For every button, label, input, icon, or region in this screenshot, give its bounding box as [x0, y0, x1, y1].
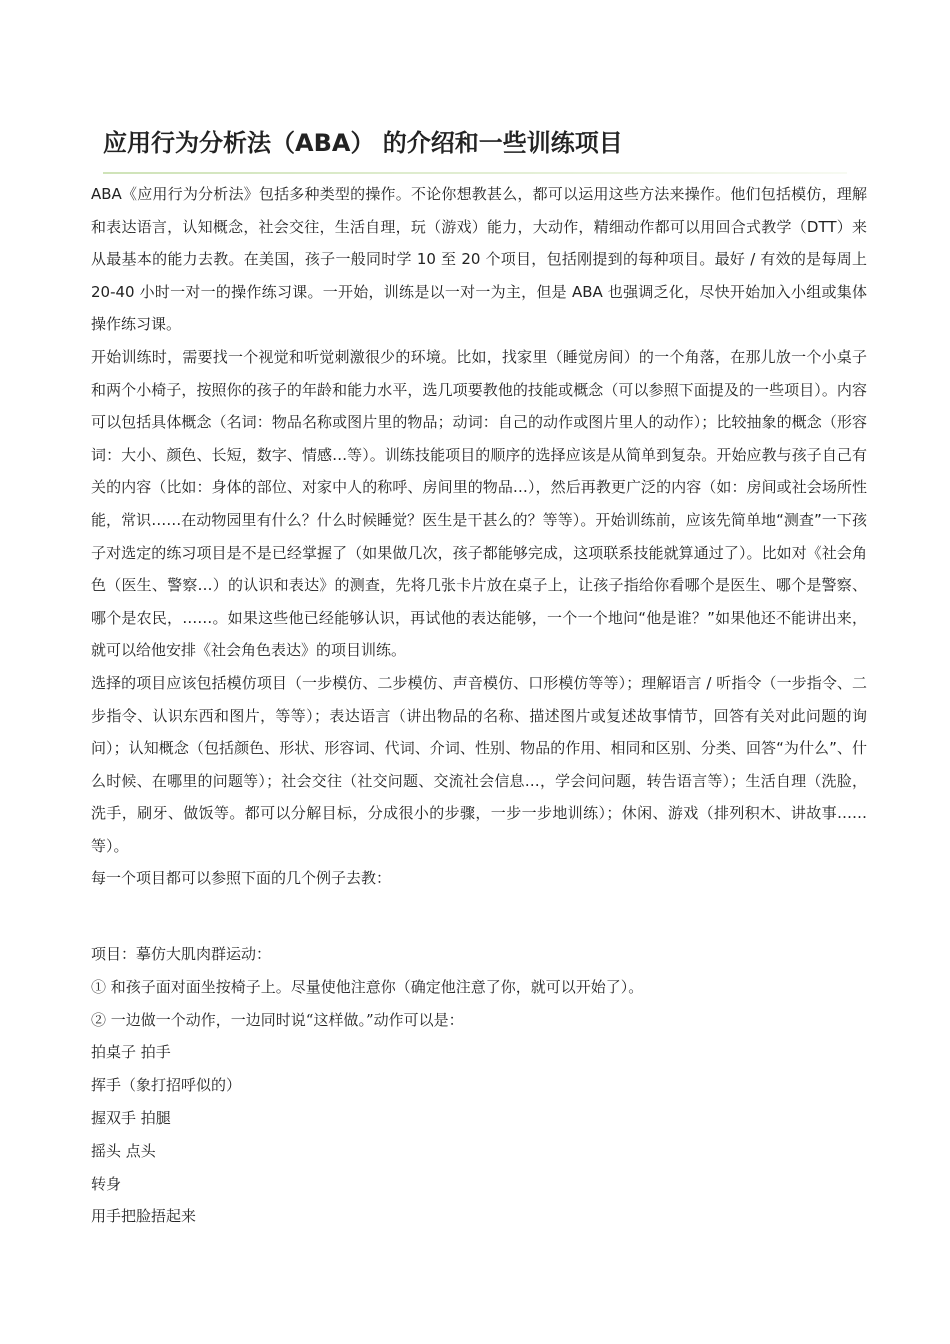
example-action-item: 拍桌子 拍手 [91, 1043, 171, 1062]
paragraph-intro: ABA《应用行为分析法》包括多种类型的操作。不论你想教甚么，都可以运用这些方法来操作。他们包括模仿，理解和表达语言，认知概念，社会交往，生活自理，玩（游戏）能力，大动作，精细动作都可以用回合式教学（DTT）来从最基本的能力去教。在美国，孩子一般同时学 10 至 20 个项目，包括刚提到的每种项目。最好 / 有效的是每周上 20-40 小时一对一的操作练习课。一开始，训练是以一对一为主，但是 ABA 也强调乏化，尽快开始加入小组或集体操作练习课。 [91, 185, 867, 334]
example-step-2: ② 一边做一个动作，一边同时说“这样做。”动作可以是： [91, 1010, 464, 1029]
training-example [91, 938, 691, 1233]
example-action-item: 摇头 点头 [91, 1141, 156, 1160]
example-action-item: 挥手（象打招呼似的） [91, 1076, 242, 1095]
example-action-item: 握双手 拍腿 [91, 1108, 171, 1127]
paragraph-getting-started: 开始训练时，需要找一个视觉和听觉刺激很少的环境。比如，找家里（睡觉房间）的一个角落，在那儿放一个小桌子和两个小椅子，按照你的孩子的年龄和能力水平，选几项要教他的技能或概念（可以参照下面提及的一些项目）。内容可以包括具体概念（名词：物品名称或图片里的物品；动词：自己的动作或图片里人的动作）；比较抽象的概念（形容词：大小、颜色、长短，数字、情感…等）。训练技能项目的顺序的选择应该是从简单到复杂。开始应教与孩子自己有关的内容（比如：身体的部位、对家中人的称呼、房间里的物品…），然后再教更广泛的内容（如：房间或社会场所性能，常识……在动物园里有什么？什么时候睡觉？医生是干甚么的？等等）。开始训练前，应该先简单地“测查”一下孩子对选定的练习项目是不是已经掌握了（如果做几次，孩子都能够完成，这项联系技能就算通过了）。比如对《社会角色（医生、警察…）的认识和表达》的测查，先将几张卡片放在桌子上，让孩子指给你看哪个是医生、哪个是警察、哪个是农民，……。如果这些他已经能够认识，再试他的表达能够，一个一个地问“他是谁？”如果他还不能讲出来，就可以给他安排《社会角色表达》的项目训练。 [91, 347, 867, 660]
example-step-1: ① 和孩子面对面坐按椅子上。尽量使他注意你（确定他注意了你，就可以开始了）。 [91, 977, 644, 996]
document-title: 应用行为分析法（ABA） 的介绍和一些训练项目 [103, 129, 623, 157]
document-body [91, 178, 867, 895]
example-action-item: 用手把脸捂起来 [91, 1207, 197, 1226]
paragraph-examples-intro: 每一个项目都可以参照下面的几个例子去教： [91, 869, 392, 888]
title-underline [103, 172, 847, 174]
paragraph-project-selection: 选择的项目应该包括模仿项目（一步模仿、二步模仿、声音模仿、口形模仿等等）；理解语言 / 听指令（一步指令、二步指令、认识东西和图片，等等）；表达语言（讲出物品的名称、描述图片或复述故事情节，回答有关对此问题的询问）；认知概念（包括颜色、形状、形容词、代词、介词、性别、物品的作用、相同和区别、分类、回答“为什么”、什么时候、在哪里的问题等）；社会交往（社交问题、交流社会信息…，学会问问题，转告语言等）；生活自理（洗脸，洗手，刷牙、做饭等。都可以分解目标，分成很小的步骤，一步一步地训练）；休闲、游戏（排列积木、讲故事……等）。 [91, 673, 867, 855]
example-action-item: 转身 [91, 1174, 122, 1193]
example-project-heading: 项目：摹仿大肌肉群运动： [91, 945, 272, 963]
